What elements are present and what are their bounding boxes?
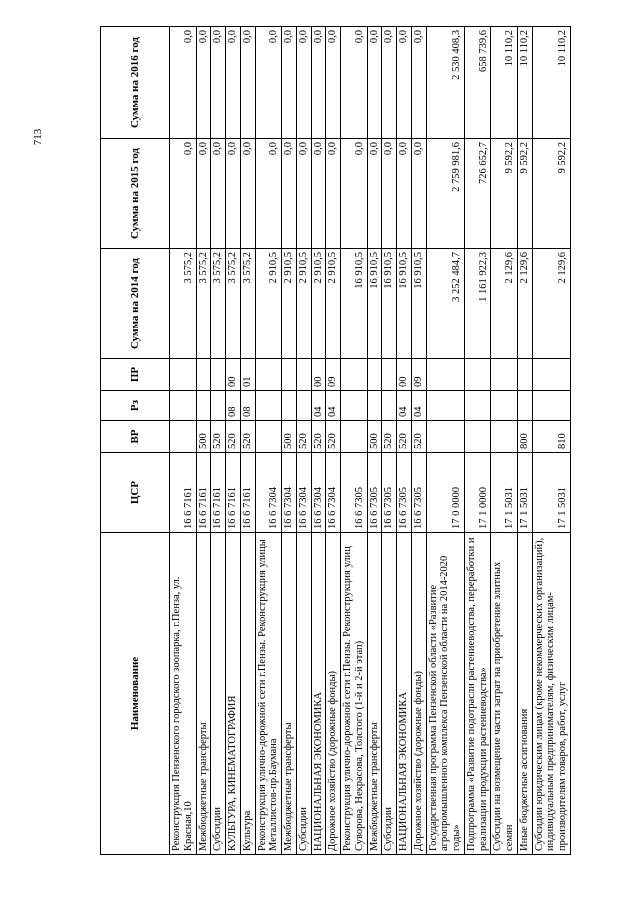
pr-cell [517, 359, 532, 391]
sum-2014-cell: 16 910,5 [341, 249, 368, 359]
vr-cell: 520 [397, 421, 412, 453]
table-row [296, 27, 311, 855]
name-cell: Реконструкция Пензенского городского зоопарка, г.Пенза, ул. Красная,10 [170, 533, 197, 855]
vr-cell [426, 421, 464, 453]
pr-cell: 09 [411, 359, 426, 391]
budget-table [100, 26, 571, 855]
rz-cell [296, 391, 311, 421]
vr-cell: 500 [367, 421, 382, 453]
sum-2016-cell: 0,0 [255, 27, 282, 139]
sum-2015-cell: 0,0 [382, 139, 397, 249]
pr-cell [170, 359, 197, 391]
csr-cell: 16 6 7305 [341, 453, 368, 533]
sum-2016-cell: 10 110,2 [517, 27, 532, 139]
sum-2016-cell: 0,0 [296, 27, 311, 139]
table-row [226, 27, 241, 855]
sum-2014-cell: 2 910,5 [255, 249, 282, 359]
pr-cell [296, 359, 311, 391]
table-row [426, 27, 464, 855]
csr-cell: 17 1 5031 [532, 453, 570, 533]
pr-cell [367, 359, 382, 391]
table-row [341, 27, 368, 855]
col-vr-header: ВР [101, 421, 170, 453]
col-2016-header: Сумма на 2016 год [101, 27, 170, 139]
rz-cell: 08 [240, 391, 255, 421]
name-cell: Подпрограмма «Развитие подотрасли растениеводства, переработки и реализации продукции растениеводства» [464, 533, 491, 855]
table-row [326, 27, 341, 855]
sum-2016-cell: 0,0 [397, 27, 412, 139]
col-name-header: Наименование [101, 533, 170, 855]
sum-2014-cell: 3 575,2 [226, 249, 241, 359]
name-cell: Культура [240, 533, 255, 855]
rz-cell [532, 391, 570, 421]
csr-cell: 16 6 7304 [282, 453, 297, 533]
csr-cell: 16 6 7305 [382, 453, 397, 533]
rz-cell [282, 391, 297, 421]
sum-2015-cell: 726 652,7 [464, 139, 491, 249]
pr-cell [255, 359, 282, 391]
sum-2015-cell: 0,0 [255, 139, 282, 249]
vr-cell: 520 [382, 421, 397, 453]
pr-cell [341, 359, 368, 391]
vr-cell: 520 [226, 421, 241, 453]
pr-cell: 01 [240, 359, 255, 391]
vr-cell [464, 421, 491, 453]
csr-cell: 16 6 7304 [326, 453, 341, 533]
rz-cell [382, 391, 397, 421]
rotated-table-container [100, 27, 600, 855]
col-csr-header: ЦСР [101, 453, 170, 533]
col-pr-header: ПР [101, 359, 170, 391]
name-cell: НАЦИОНАЛЬНАЯ ЭКОНОМИКА [311, 533, 326, 855]
rz-cell [367, 391, 382, 421]
table-body [170, 27, 571, 855]
sum-2014-cell: 16 910,5 [367, 249, 382, 359]
name-cell: Субсидии юридическим лицам (кроме некоммерческих организаций), индивидуальным предпринимателям, физическим лицам-производителям товаров, работ, услуг [532, 533, 570, 855]
pr-cell [464, 359, 491, 391]
table-row [196, 27, 211, 855]
sum-2016-cell: 0,0 [326, 27, 341, 139]
page-number: 713 [32, 128, 44, 146]
rz-cell [255, 391, 282, 421]
sum-2015-cell: 0,0 [326, 139, 341, 249]
vr-cell: 520 [240, 421, 255, 453]
csr-cell: 17 1 0000 [464, 453, 491, 533]
table-row [517, 27, 532, 855]
sum-2014-cell: 16 910,5 [397, 249, 412, 359]
csr-cell: 16 6 7161 [196, 453, 211, 533]
sum-2014-cell: 2 910,5 [296, 249, 311, 359]
rz-cell [341, 391, 368, 421]
pr-cell [211, 359, 226, 391]
sum-2016-cell: 0,0 [211, 27, 226, 139]
rz-cell [426, 391, 464, 421]
sum-2015-cell: 0,0 [196, 139, 211, 249]
name-cell: Реконструкция улично-дорожной сети г.Пензы. Реконструкция улиц Суворова, Некрасова, Толстого (1-й и 2-й этап) [341, 533, 368, 855]
csr-cell: 16 6 7304 [311, 453, 326, 533]
rz-cell: 04 [326, 391, 341, 421]
sum-2015-cell: 0,0 [311, 139, 326, 249]
rz-cell: 04 [311, 391, 326, 421]
table-row [240, 27, 255, 855]
table-row [382, 27, 397, 855]
sum-2014-cell: 2 129,6 [532, 249, 570, 359]
table-row [532, 27, 570, 855]
name-cell: Межбюджетные трансферты [367, 533, 382, 855]
name-cell: Государственная программа Пензенской области «Развитие агропромышленного комплекса Пензенской области на 2014-2020 годы» [426, 533, 464, 855]
sum-2016-cell: 0,0 [170, 27, 197, 139]
sum-2016-cell: 0,0 [341, 27, 368, 139]
sum-2014-cell: 2 910,5 [311, 249, 326, 359]
name-cell: НАЦИОНАЛЬНАЯ ЭКОНОМИКА [397, 533, 412, 855]
name-cell: Субсидии [296, 533, 311, 855]
vr-cell: 500 [196, 421, 211, 453]
sum-2015-cell: 0,0 [397, 139, 412, 249]
pr-cell [382, 359, 397, 391]
table-row [211, 27, 226, 855]
vr-cell [341, 421, 368, 453]
vr-cell [255, 421, 282, 453]
csr-cell: 16 6 7161 [226, 453, 241, 533]
vr-cell: 520 [326, 421, 341, 453]
sum-2015-cell: 0,0 [367, 139, 382, 249]
sum-2015-cell: 0,0 [282, 139, 297, 249]
csr-cell: 16 6 7304 [255, 453, 282, 533]
csr-cell: 17 1 5031 [491, 453, 518, 533]
vr-cell: 520 [411, 421, 426, 453]
sum-2016-cell: 0,0 [226, 27, 241, 139]
table-row [491, 27, 518, 855]
csr-cell: 17 0 0000 [426, 453, 464, 533]
sum-2014-cell: 2 129,6 [491, 249, 518, 359]
sum-2016-cell: 0,0 [367, 27, 382, 139]
col-rz-header: Рз [101, 391, 170, 421]
sum-2016-cell: 658 739,6 [464, 27, 491, 139]
vr-cell: 800 [517, 421, 532, 453]
sum-2015-cell: 9 592,2 [491, 139, 518, 249]
table-row [170, 27, 197, 855]
sum-2014-cell: 16 910,5 [382, 249, 397, 359]
vr-cell [170, 421, 197, 453]
name-cell: Межбюджетные трансферты [196, 533, 211, 855]
rz-cell [517, 391, 532, 421]
pr-cell [491, 359, 518, 391]
table-row [464, 27, 491, 855]
name-cell: Иные бюджетные ассигнования [517, 533, 532, 855]
name-cell: КУЛЬТУРА, КИНЕМАТОГРАФИЯ [226, 533, 241, 855]
rz-cell [211, 391, 226, 421]
sum-2014-cell: 3 252 484,7 [426, 249, 464, 359]
pr-cell: 09 [326, 359, 341, 391]
csr-cell: 16 6 7161 [211, 453, 226, 533]
sum-2015-cell: 0,0 [170, 139, 197, 249]
sum-2014-cell: 16 910,5 [411, 249, 426, 359]
pr-cell: 00 [311, 359, 326, 391]
sum-2016-cell: 2 530 408,3 [426, 27, 464, 139]
sum-2014-cell: 2 910,5 [326, 249, 341, 359]
vr-cell [491, 421, 518, 453]
sum-2014-cell: 3 575,2 [170, 249, 197, 359]
name-cell: Субсидии [382, 533, 397, 855]
sum-2015-cell: 0,0 [341, 139, 368, 249]
name-cell: Субсидии на возмещение части затрат на приобретение элитных семян [491, 533, 518, 855]
name-cell: Межбюджетные трансферты [282, 533, 297, 855]
sum-2014-cell: 3 575,2 [240, 249, 255, 359]
pr-cell: 00 [397, 359, 412, 391]
pr-cell [196, 359, 211, 391]
sum-2015-cell: 9 592,2 [517, 139, 532, 249]
pr-cell [426, 359, 464, 391]
vr-cell: 520 [296, 421, 311, 453]
rz-cell [170, 391, 197, 421]
name-cell: Дорожное хозяйство (дорожные фонды) [411, 533, 426, 855]
sum-2014-cell: 1 161 922,3 [464, 249, 491, 359]
col-2014-header: Сумма на 2014 год [101, 249, 170, 359]
sum-2015-cell: 0,0 [226, 139, 241, 249]
sum-2016-cell: 10 110,2 [491, 27, 518, 139]
table-row [255, 27, 282, 855]
sum-2016-cell: 0,0 [240, 27, 255, 139]
vr-cell: 500 [282, 421, 297, 453]
table-header-row [101, 27, 170, 855]
rz-cell: 04 [411, 391, 426, 421]
sum-2014-cell: 2 129,6 [517, 249, 532, 359]
vr-cell: 520 [311, 421, 326, 453]
sum-2016-cell: 0,0 [196, 27, 211, 139]
csr-cell: 16 6 7304 [296, 453, 311, 533]
rz-cell [196, 391, 211, 421]
table-row [311, 27, 326, 855]
name-cell: Реконструкция улично-дорожной сети г.Пензы. Реконструкция улицы Металлистов-пр.Баумана [255, 533, 282, 855]
csr-cell: 16 6 7161 [240, 453, 255, 533]
name-cell: Субсидии [211, 533, 226, 855]
table-row [411, 27, 426, 855]
table-row [397, 27, 412, 855]
sum-2016-cell: 10 110,2 [532, 27, 570, 139]
sum-2014-cell: 3 575,2 [211, 249, 226, 359]
sum-2014-cell: 3 575,2 [196, 249, 211, 359]
pr-cell [282, 359, 297, 391]
csr-cell: 16 6 7305 [367, 453, 382, 533]
rz-cell [491, 391, 518, 421]
csr-cell: 16 6 7305 [411, 453, 426, 533]
sum-2016-cell: 0,0 [382, 27, 397, 139]
col-2015-header: Сумма на 2015 год [101, 139, 170, 249]
sum-2015-cell: 0,0 [211, 139, 226, 249]
csr-cell: 16 6 7305 [397, 453, 412, 533]
table-row [367, 27, 382, 855]
sum-2015-cell: 0,0 [296, 139, 311, 249]
pr-cell [532, 359, 570, 391]
rz-cell: 04 [397, 391, 412, 421]
vr-cell: 520 [211, 421, 226, 453]
table-row [282, 27, 297, 855]
rz-cell [464, 391, 491, 421]
sum-2016-cell: 0,0 [311, 27, 326, 139]
pr-cell: 00 [226, 359, 241, 391]
sum-2015-cell: 0,0 [240, 139, 255, 249]
vr-cell: 810 [532, 421, 570, 453]
sum-2015-cell: 0,0 [411, 139, 426, 249]
csr-cell: 16 6 7161 [170, 453, 197, 533]
rz-cell: 08 [226, 391, 241, 421]
sum-2015-cell: 9 592,2 [532, 139, 570, 249]
csr-cell: 17 1 5031 [517, 453, 532, 533]
sum-2016-cell: 0,0 [282, 27, 297, 139]
sum-2016-cell: 0,0 [411, 27, 426, 139]
sum-2014-cell: 2 910,5 [282, 249, 297, 359]
name-cell: Дорожное хозяйство (дорожные фонды) [326, 533, 341, 855]
sum-2015-cell: 2 759 981,6 [426, 139, 464, 249]
